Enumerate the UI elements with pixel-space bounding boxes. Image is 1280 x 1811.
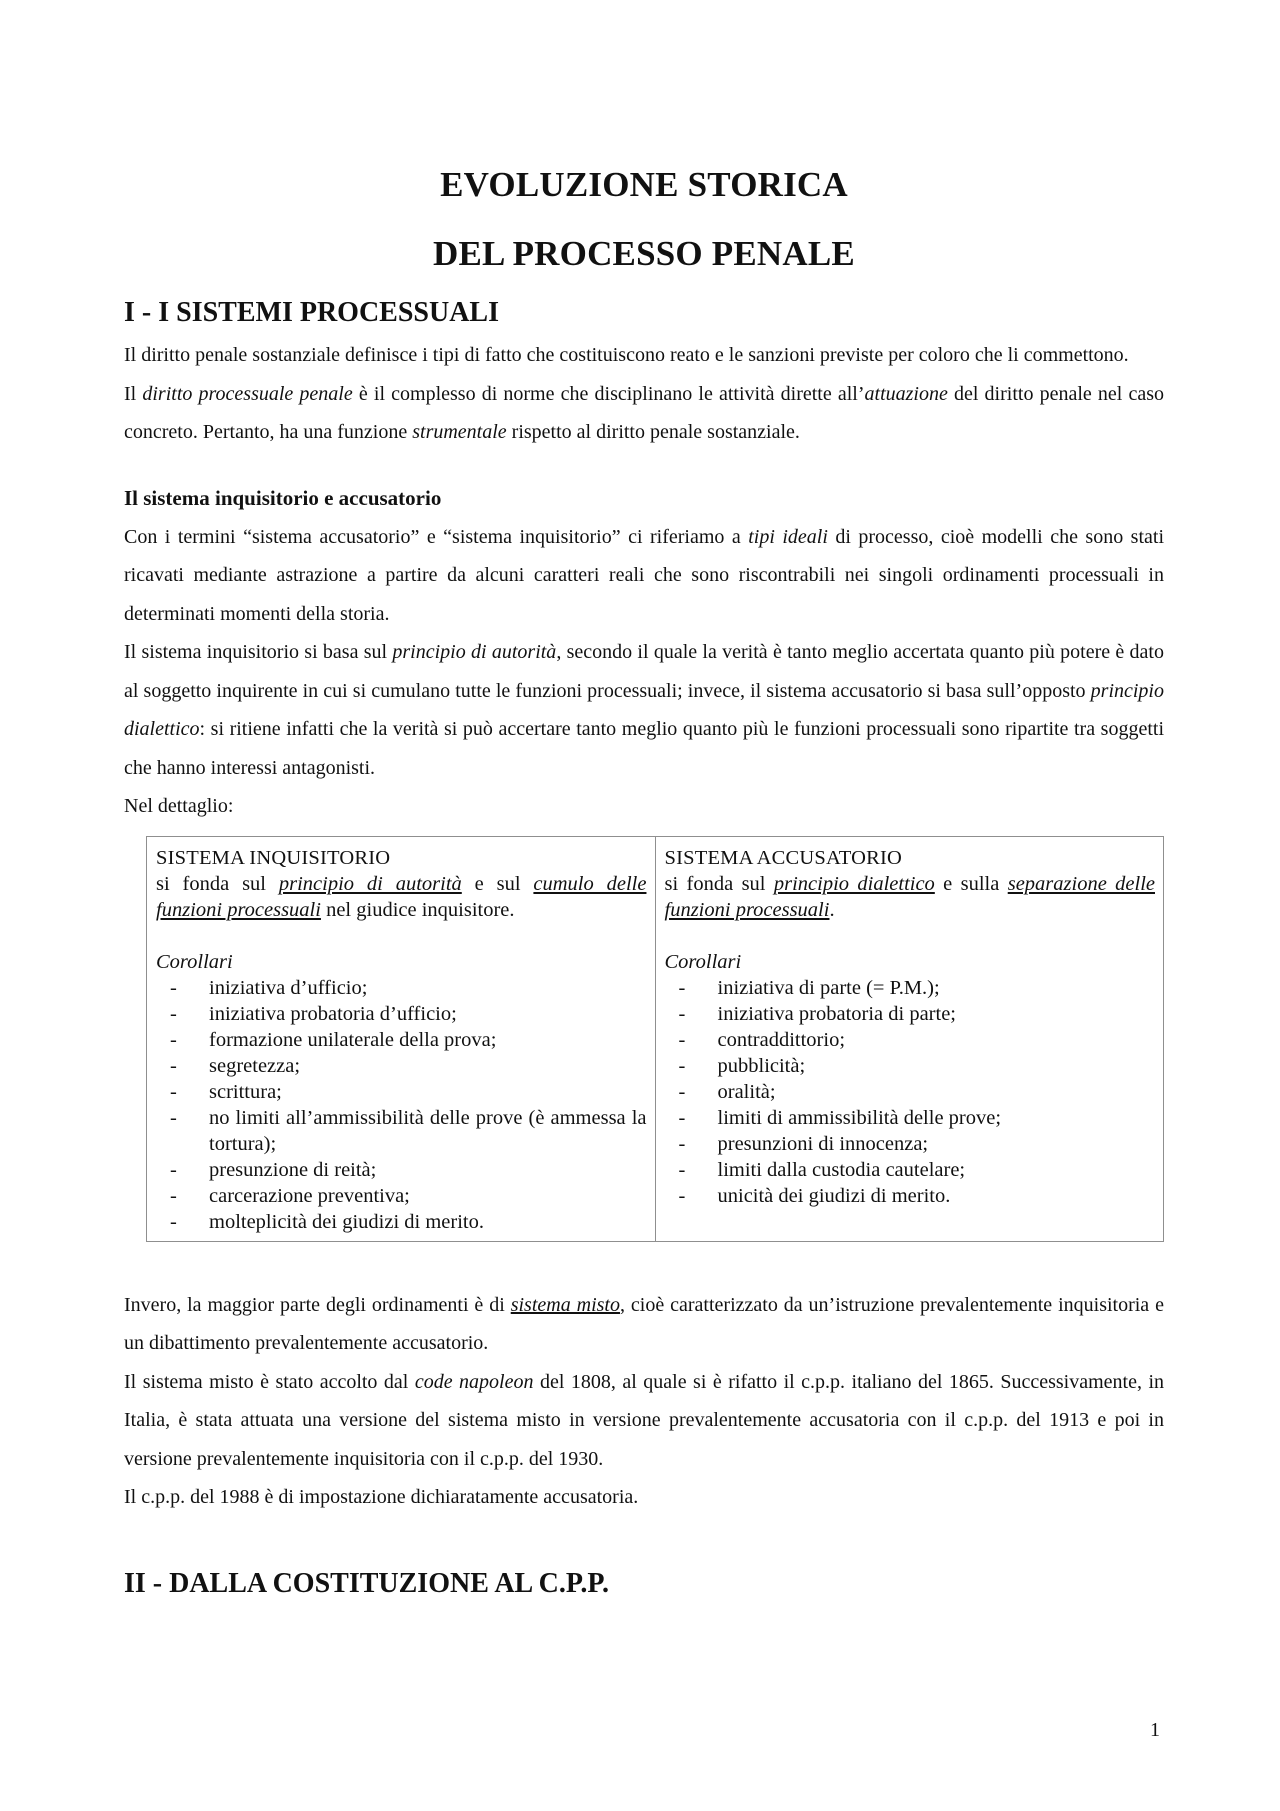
section-heading-sistemi-processuali: I - I SISTEMI PROCESSUALI	[124, 297, 499, 328]
emphasis-attuazione: attuazione	[864, 382, 948, 405]
list-item: - scrittura;	[164, 1079, 647, 1105]
list-item: - presunzioni di innocenza;	[673, 1131, 1156, 1157]
list-item: - unicità dei giudizi di merito.	[673, 1183, 1156, 1209]
subsection-heading-inquisitorio-accusatorio: Il sistema inquisitorio e accusatorio	[124, 485, 442, 510]
paragraph-sistema-misto: Invero, la maggior parte degli ordinamenti è di sistema misto, cioè caratterizzato da un’istruzione prevalentemente inquisitoria e un dibattimento prevalentemente accusatorio.	[124, 1293, 1164, 1354]
underlined-separazione-funzioni: separazione delle funzioni processuali	[664, 872, 1155, 921]
paragraph-nel-dettaglio: Nel dettaglio:	[124, 795, 234, 817]
document-page	[124, 150, 1164, 1607]
document-title-line1: EVOLUZIONE STORICA	[440, 165, 848, 204]
paragraph-cpp-1988: Il c.p.p. del 1988 è di impostazione dichiaratamente accusatoria.	[124, 1486, 639, 1508]
corollari-label-inquisitorio: Corollari	[156, 950, 233, 973]
list-item: - segretezza;	[164, 1053, 647, 1079]
list-item: - iniziativa d’ufficio;	[164, 975, 647, 1001]
section-heading-costituzione-cpp: II - DALLA COSTITUZIONE AL C.P.P.	[124, 1567, 609, 1599]
emphasis-principio-dialettico: principio dialettico	[124, 679, 1164, 740]
underlined-cumulo-funzioni: cumulo delle funzioni processuali	[156, 872, 647, 921]
emphasis-principio-autorita: principio di autorità	[392, 641, 557, 663]
document-title-line2: DEL PROCESSO PENALE	[433, 234, 855, 273]
list-item: - contraddittorio;	[673, 1027, 1156, 1053]
table-heading-inquisitorio: SISTEMA INQUISITORIO	[156, 846, 391, 869]
list-item: - oralità;	[673, 1079, 1156, 1105]
list-item: - iniziativa di parte (= P.M.);	[673, 975, 1156, 1001]
comparison-table-row	[147, 836, 1164, 1241]
paragraph-code-napoleon: Il sistema misto è stato accolto dal code napoleon del 1808, al quale si è rifatto il c.p.p. italiano del 1865. Successivamente, in Italia, è stata attuata una versione del sistema misto in versione prevalentemente accusatoria con il c.p.p. del 1913 e poi in versione prevalentemente inquisitoria con il c.p.p. del 1930.	[124, 1370, 1165, 1470]
underlined-principio-dialettico: principio dialettico	[773, 872, 935, 895]
table-cell-inquisitorio	[147, 836, 656, 1241]
list-item: - iniziativa probatoria d’ufficio;	[164, 1001, 647, 1027]
emphasis-code-napoleon: code napoleon	[414, 1370, 534, 1393]
paragraph-diritto-processuale: Il diritto processuale penale è il complesso di norme che disciplinano le attività dirette all’attuazione del diritto penale nel caso concreto. Pertanto, ha una funzione strumentale rispetto al diritto penale sostanziale.	[124, 382, 1165, 443]
list-item: - molteplicità dei giudizi di merito.	[164, 1209, 647, 1235]
emphasis-strumentale: strumentale	[412, 421, 507, 443]
table-heading-accusatorio: SISTEMA ACCUSATORIO	[664, 846, 903, 869]
paragraph-tipi-ideali: Con i termini “sistema accusatorio” e “sistema inquisitorio” ci riferiamo a tipi ideali di processo, cioè modelli che sono stati ricavati mediante astrazione a partire da alcuni caratteri reali che sono riscontrabili nei singoli ordinamenti processuali in determinati momenti della storia.	[124, 525, 1164, 625]
list-item: - limiti di ammissibilità delle prove;	[673, 1105, 1156, 1131]
paragraph-principi: Il sistema inquisitorio si basa sul principio di autorità, secondo il quale la verità è tanto meglio accertata quanto più potere è dato al soggetto inquirente in cui si cumulano tutte le funzioni processuali; invece, il sistema accusatorio si basa sull’opposto principio dialettico: si ritiene infatti che la verità si può accertare tanto meglio quanto più le funzioni processuali sono ripartite tra soggetti che hanno interessi antagonisti.	[124, 641, 1164, 779]
table-cell-accusatorio	[655, 836, 1164, 1241]
corollari-list-accusatorio	[665, 975, 1156, 1209]
comparison-table	[146, 836, 1164, 1242]
list-item: - carcerazione preventiva;	[164, 1183, 647, 1209]
list-item: - iniziativa probatoria di parte;	[673, 1001, 1156, 1027]
list-item: - no limiti all’ammissibilità delle prove (è ammessa la tortura);	[164, 1105, 647, 1157]
underlined-sistema-misto: sistema misto	[510, 1293, 620, 1316]
list-item: - presunzione di reità;	[164, 1157, 647, 1183]
underlined-principio-autorita: principio di autorità	[278, 872, 462, 895]
corollari-label-accusatorio: Corollari	[664, 950, 742, 973]
page-number: 1	[1150, 1719, 1160, 1741]
list-item: - pubblicità;	[673, 1053, 1156, 1079]
list-item: - limiti dalla custodia cautelare;	[673, 1157, 1156, 1183]
paragraph-diritto-sostanziale: Il diritto penale sostanziale definisce i tipi di fatto che costituiscono reato e le sanzioni previste per coloro che li commettono.	[124, 344, 1129, 366]
table-description-accusatorio: si fonda sul principio dialettico e sulla separazione delle funzioni processuali.	[664, 872, 1155, 921]
emphasis-diritto-processuale-penale: diritto processuale penale	[142, 382, 353, 405]
corollari-list-inquisitorio	[156, 975, 647, 1235]
emphasis-tipi-ideali: tipi ideali	[748, 525, 828, 548]
table-description-inquisitorio: si fonda sul principio di autorità e sul cumulo delle funzioni processuali nel giudice inquisitore.	[156, 872, 647, 921]
list-item: - formazione unilaterale della prova;	[164, 1027, 647, 1053]
